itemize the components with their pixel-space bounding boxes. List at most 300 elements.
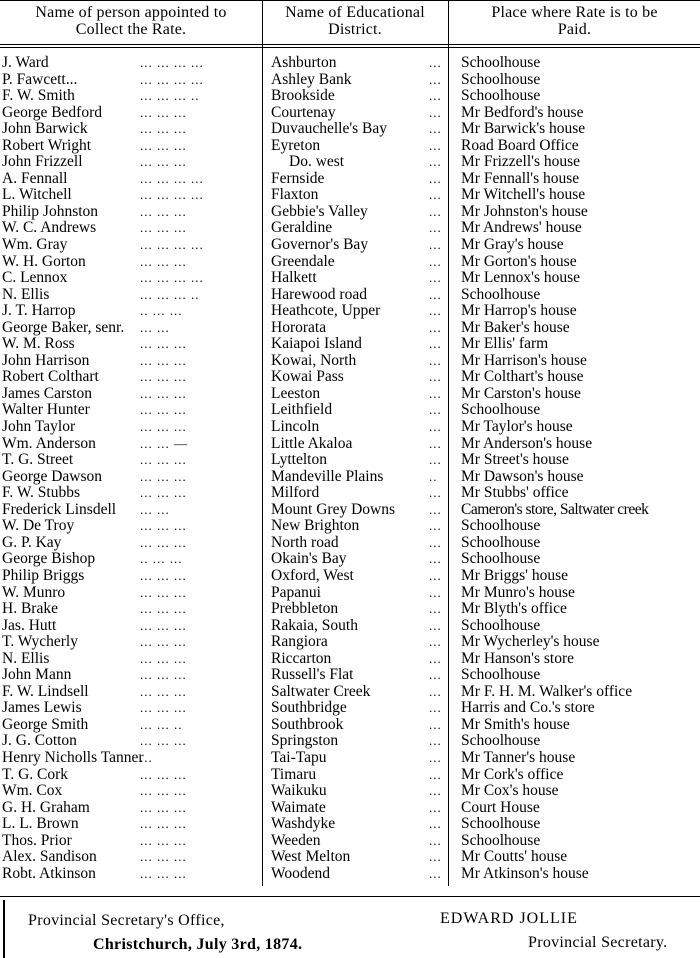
district-leader-dots: ... xyxy=(429,154,442,170)
district-name: Ashburton xyxy=(271,54,337,71)
person-name: George Baker, senr. xyxy=(2,318,125,336)
table-row-place xyxy=(461,220,700,237)
person-name: A. Fennall xyxy=(2,169,68,187)
table-row-person xyxy=(2,800,260,817)
district-leader-dots: ... xyxy=(429,303,442,319)
person-name: John Mann xyxy=(2,666,72,684)
district-name: Leithfield xyxy=(271,401,333,419)
column-district xyxy=(271,55,447,882)
table-row-person xyxy=(2,485,260,502)
table-row-district xyxy=(271,55,447,72)
district-name: Okain's Bay xyxy=(271,550,347,568)
place-name: Mr Barwick's house xyxy=(461,120,586,138)
person-leader-dots: ... ... ... xyxy=(140,203,187,219)
district-name: Weeden xyxy=(271,831,321,849)
table-row-person xyxy=(2,369,260,386)
district-name: Courtenay xyxy=(271,103,336,121)
place-name: Court House xyxy=(461,798,540,816)
place-name: Mr Harrison's house xyxy=(461,351,587,369)
person-leader-dots: ... ... ... xyxy=(140,137,187,153)
table-row-place xyxy=(461,469,700,486)
place-name: Schoolhouse xyxy=(461,815,541,833)
table-row-place xyxy=(461,72,700,89)
person-name: T. G. Street xyxy=(2,451,74,469)
table-row-person xyxy=(2,436,260,453)
district-leader-dots: ... xyxy=(429,452,442,468)
place-name: Mr Briggs' house xyxy=(461,566,568,584)
table-row-person xyxy=(2,402,260,419)
table-row-person xyxy=(2,816,260,833)
header-place-line2: Paid. xyxy=(557,21,592,38)
district-leader-dots: ... xyxy=(429,485,442,501)
table-row-district xyxy=(271,187,447,204)
district-name: Flaxton xyxy=(271,186,319,204)
table-row-person xyxy=(2,700,260,717)
district-name: Lincoln xyxy=(271,418,320,436)
table-row-district xyxy=(271,833,447,850)
district-name: West Melton xyxy=(271,848,351,866)
person-name: G. P. Kay xyxy=(2,533,62,551)
district-leader-dots: ... xyxy=(429,270,442,286)
district-name: Governor's Bay xyxy=(271,236,369,254)
person-name: H. Brake xyxy=(2,600,58,618)
table-row-place xyxy=(461,419,700,436)
district-leader-dots: ... xyxy=(429,170,442,186)
table-row-district xyxy=(271,270,447,287)
place-name: Mr Frizzell's house xyxy=(461,153,581,171)
district-name: Russell's Flat xyxy=(271,666,354,684)
person-name: L. Witchell xyxy=(2,186,72,204)
table-row-district xyxy=(271,320,447,337)
column-place xyxy=(461,55,700,882)
place-name: Mr Cork's office xyxy=(461,765,564,783)
district-name: Prebbleton xyxy=(271,600,339,618)
person-name: G. H. Graham xyxy=(2,798,90,816)
district-name: Tai-Tapu xyxy=(271,748,327,766)
table-row-district xyxy=(271,336,447,353)
table-row-district xyxy=(271,254,447,271)
person-leader-dots: ... ... ... xyxy=(140,617,187,633)
person-name: George Dawson xyxy=(2,467,103,485)
district-name: Milford xyxy=(271,484,320,502)
district-name: Mandeville Plains xyxy=(271,467,384,485)
person-name: W. H. Gorton xyxy=(2,252,86,270)
table-row-place xyxy=(461,767,700,784)
left-margin-rule xyxy=(3,900,5,958)
table-row-person xyxy=(2,138,260,155)
person-name: F. W. Stubbs xyxy=(2,484,81,502)
table-row-district xyxy=(271,220,447,237)
person-name: T. Wycherly xyxy=(2,633,78,651)
table-row-place xyxy=(461,800,700,817)
table-row-person xyxy=(2,220,260,237)
top-rule xyxy=(0,0,700,1)
person-name: Robt. Atkinson xyxy=(2,864,96,882)
district-leader-dots: ... xyxy=(429,352,442,368)
table-row-person xyxy=(2,750,260,767)
person-leader-dots: ... ... ... xyxy=(140,733,187,749)
district-name: Waimate xyxy=(271,798,326,816)
person-name: J. T. Harrop xyxy=(2,302,76,320)
place-name: Mr Colthart's house xyxy=(461,368,584,386)
place-name: Mr Coutts' house xyxy=(461,848,568,866)
place-name: Mr Hanson's store xyxy=(461,649,575,667)
person-name: W. De Troy xyxy=(2,517,75,535)
place-name: Mr Stubbs' office xyxy=(461,484,569,502)
table-row-person xyxy=(2,237,260,254)
district-leader-dots: ... xyxy=(429,601,442,617)
place-name: Schoolhouse xyxy=(461,533,541,551)
person-name: P. Fawcett... xyxy=(2,70,78,88)
person-leader-dots: ... ... ... xyxy=(140,832,187,848)
table-row-place xyxy=(461,634,700,651)
district-leader-dots: ... xyxy=(429,402,442,418)
place-name: Mr Smith's house xyxy=(461,715,570,733)
district-leader-dots: ... xyxy=(429,749,442,765)
table-row-place xyxy=(461,502,700,519)
person-name: L. L. Brown xyxy=(2,815,79,833)
district-leader-dots: ... xyxy=(429,650,442,666)
person-name: Philip Johnston xyxy=(2,202,99,220)
table-row-person xyxy=(2,849,260,866)
district-leader-dots: ... xyxy=(429,369,442,385)
person-name: Philip Briggs xyxy=(2,566,85,584)
table-row-person xyxy=(2,254,260,271)
person-leader-dots: ... ... ... xyxy=(140,485,187,501)
table-row-place xyxy=(461,518,700,535)
table-row-place xyxy=(461,88,700,105)
place-name: Mr Gorton's house xyxy=(461,252,577,270)
table-row-place xyxy=(461,849,700,866)
table-row-district xyxy=(271,485,447,502)
table-row-district xyxy=(271,800,447,817)
table-row-place xyxy=(461,187,700,204)
table-row-person xyxy=(2,469,260,486)
table-row-person xyxy=(2,684,260,701)
table-row-place xyxy=(461,684,700,701)
table-row-district xyxy=(271,700,447,717)
table-row-district xyxy=(271,618,447,635)
district-leader-dots: ... xyxy=(429,518,442,534)
place-name: Mr Munro's house xyxy=(461,583,575,601)
person-leader-dots: ... ... ... xyxy=(140,468,187,484)
table-row-place xyxy=(461,270,700,287)
place-name: Mr Carston's house xyxy=(461,384,581,402)
person-leader-dots: .. ... ... xyxy=(140,551,183,567)
table-row-person xyxy=(2,105,260,122)
table-row-person xyxy=(2,634,260,651)
table-row-district xyxy=(271,353,447,370)
district-name: Ashley Bank xyxy=(271,70,352,88)
table-row-person xyxy=(2,767,260,784)
table-row-person xyxy=(2,518,260,535)
district-name: Rangiora xyxy=(271,633,328,651)
table-row-place xyxy=(461,369,700,386)
district-name: Springston xyxy=(271,732,339,750)
person-name: W. M. Ross xyxy=(2,335,75,353)
district-leader-dots: ... xyxy=(429,319,442,335)
table-row-person xyxy=(2,535,260,552)
person-leader-dots: ... ... ... xyxy=(140,683,187,699)
person-name: James Lewis xyxy=(2,699,82,717)
table-row-district xyxy=(271,849,447,866)
footer-office: Provincial Secretary's Office, xyxy=(28,912,225,929)
table-row-place xyxy=(461,237,700,254)
person-name: T. G. Cork xyxy=(2,765,69,783)
table-row-person xyxy=(2,386,260,403)
table-row-place xyxy=(461,618,700,635)
place-name: Mr Tanner's house xyxy=(461,748,576,766)
person-name: John Taylor xyxy=(2,418,76,436)
person-leader-dots: ... ... ... xyxy=(140,253,187,269)
person-leader-dots: ... ... ... ... xyxy=(140,170,204,186)
person-name: George Smith xyxy=(2,715,89,733)
person-leader-dots: ... ... ... xyxy=(140,816,187,832)
table-row-district xyxy=(271,816,447,833)
table-row-person xyxy=(2,783,260,800)
person-leader-dots: ... ... ... ... xyxy=(140,237,204,253)
person-name: Thos. Prior xyxy=(2,831,72,849)
person-leader-dots: ... ... ... ... xyxy=(140,55,204,70)
person-leader-dots: ... ... ... .. xyxy=(140,286,200,302)
person-leader-dots: ... ... ... xyxy=(140,336,187,352)
person-name: Wm. Cox xyxy=(2,782,63,800)
person-leader-dots: ... ... ... xyxy=(140,700,187,716)
place-name: Mr Atkinson's house xyxy=(461,864,589,882)
table-row-district xyxy=(271,204,447,221)
district-leader-dots: ... xyxy=(429,187,442,203)
district-name: Saltwater Creek xyxy=(271,682,371,700)
place-name: Schoolhouse xyxy=(461,285,541,303)
place-name: Mr Gray's house xyxy=(461,236,564,254)
person-leader-dots: ... ... ... xyxy=(140,121,187,137)
district-name: North road xyxy=(271,533,339,551)
district-leader-dots: ... xyxy=(429,567,442,583)
place-name: Mr Bedford's house xyxy=(461,103,584,121)
table-row-person xyxy=(2,88,260,105)
district-name: Halkett xyxy=(271,269,317,287)
place-name: Schoolhouse xyxy=(461,54,541,71)
person-name: Wm. Gray xyxy=(2,236,68,254)
header-district-line2: District. xyxy=(328,21,382,38)
table-row-district xyxy=(271,402,447,419)
table-row-place xyxy=(461,436,700,453)
table-row-person xyxy=(2,452,260,469)
person-leader-dots: ... ... ... xyxy=(140,352,187,368)
district-leader-dots: .. xyxy=(429,468,438,484)
district-name: Greendale xyxy=(271,252,335,270)
table-row-place xyxy=(461,254,700,271)
district-leader-dots: ... xyxy=(429,683,442,699)
district-leader-dots: ... xyxy=(429,733,442,749)
table-row-place xyxy=(461,750,700,767)
place-name: Mr Ellis' farm xyxy=(461,335,549,353)
table-row-district xyxy=(271,568,447,585)
district-leader-dots: ... xyxy=(429,220,442,236)
person-leader-dots: ... ... ... xyxy=(140,419,187,435)
table-row-place xyxy=(461,171,700,188)
district-name: Brookside xyxy=(271,87,335,105)
district-name: New Brighton xyxy=(271,517,360,535)
table-row-person xyxy=(2,270,260,287)
table-row-district xyxy=(271,287,447,304)
district-leader-dots: ... xyxy=(429,71,442,87)
district-leader-dots: ... xyxy=(429,700,442,716)
person-leader-dots: ... ... ... xyxy=(140,667,187,683)
table-row-person xyxy=(2,336,260,353)
table-row-person xyxy=(2,651,260,668)
table-row-district xyxy=(271,733,447,750)
table-row-district xyxy=(271,717,447,734)
person-name: N. Ellis xyxy=(2,649,50,667)
person-name: James Carston xyxy=(2,384,92,402)
table-row-place xyxy=(461,121,700,138)
table-row-district xyxy=(271,303,447,320)
table-row-person xyxy=(2,419,260,436)
person-leader-dots: ... ... ... xyxy=(140,518,187,534)
person-leader-dots: ... ... ... xyxy=(140,154,187,170)
table-row-place xyxy=(461,303,700,320)
place-name: Road Board Office xyxy=(461,136,579,154)
person-name: Robert Colthart xyxy=(2,368,99,386)
table-row-district xyxy=(271,419,447,436)
table-row-district xyxy=(271,667,447,684)
table-row-district xyxy=(271,469,447,486)
table-row-place xyxy=(461,667,700,684)
person-leader-dots: ... ... ... xyxy=(140,650,187,666)
district-leader-dots: ... xyxy=(429,501,442,517)
place-name: Schoolhouse xyxy=(461,70,541,88)
header-person xyxy=(0,4,262,38)
person-name: Jas. Hutt xyxy=(2,616,57,634)
table-row-place xyxy=(461,717,700,734)
table-row-person xyxy=(2,303,260,320)
person-leader-dots: ... ... ... xyxy=(140,849,187,865)
district-leader-dots: ... xyxy=(429,253,442,269)
table-row-district xyxy=(271,866,447,883)
district-leader-dots: ... xyxy=(429,716,442,732)
table-row-place xyxy=(461,866,700,883)
district-leader-dots: ... xyxy=(429,88,442,104)
table-row-person xyxy=(2,618,260,635)
district-name: Timaru xyxy=(271,765,317,783)
person-leader-dots: ... ... ... xyxy=(140,220,187,236)
place-name: Mr Anderson's house xyxy=(461,434,593,452)
district-leader-dots: ... xyxy=(429,203,442,219)
table-row-place xyxy=(461,485,700,502)
header-bottom-rule xyxy=(0,44,700,45)
place-name: Schoolhouse xyxy=(461,87,541,105)
district-leader-dots: ... xyxy=(429,617,442,633)
place-name: Schoolhouse xyxy=(461,732,541,750)
table-row-person xyxy=(2,502,260,519)
header-person-line2: Collect the Rate. xyxy=(75,21,187,38)
person-leader-dots: ... ... xyxy=(140,501,170,517)
header-place-line1: Place where Rate is to be xyxy=(491,4,658,21)
table-row-district xyxy=(271,369,447,386)
table-row-person xyxy=(2,601,260,618)
table-row-district xyxy=(271,535,447,552)
table-row-place xyxy=(461,568,700,585)
district-name: Washdyke xyxy=(271,815,336,833)
district-name: Leeston xyxy=(271,384,321,402)
person-leader-dots: ... ... ... xyxy=(140,385,187,401)
district-name: Southbridge xyxy=(271,699,347,717)
district-leader-dots: ... xyxy=(429,849,442,865)
table-row-place xyxy=(461,700,700,717)
table-row-person xyxy=(2,287,260,304)
table-row-person xyxy=(2,585,260,602)
table-row-person xyxy=(2,717,260,734)
district-leader-dots: ... xyxy=(429,667,442,683)
district-name: Duvauchelle's Bay xyxy=(271,120,387,138)
table-row-person xyxy=(2,353,260,370)
table-row-place xyxy=(461,816,700,833)
district-leader-dots: ... xyxy=(429,551,442,567)
table-row-place xyxy=(461,833,700,850)
person-leader-dots: ... ... — xyxy=(140,435,188,451)
table-row-district xyxy=(271,651,447,668)
district-name: Southbrook xyxy=(271,715,344,733)
table-row-person xyxy=(2,320,260,337)
person-name: George Bishop xyxy=(2,550,96,568)
table-row-person xyxy=(2,551,260,568)
person-leader-dots: ... ... ... xyxy=(140,452,187,468)
person-leader-dots: ... ... ... xyxy=(140,584,187,600)
district-name: Heathcote, Upper xyxy=(271,302,381,320)
place-name: Schoolhouse xyxy=(461,550,541,568)
table-row-district xyxy=(271,237,447,254)
table-row-person xyxy=(2,733,260,750)
table-row-district xyxy=(271,121,447,138)
district-name: Lyttelton xyxy=(271,451,327,469)
place-name: Mr Harrop's house xyxy=(461,302,577,320)
district-name: Eyreton xyxy=(271,136,321,154)
table-row-district xyxy=(271,452,447,469)
district-leader-dots: ... xyxy=(429,584,442,600)
person-name: John Harrison xyxy=(2,351,90,369)
place-name: Mr Lennox's house xyxy=(461,269,581,287)
place-name: Cameron's store, Saltwater creek xyxy=(461,500,649,518)
person-leader-dots: ... ... xyxy=(140,319,170,335)
table-row-district xyxy=(271,750,447,767)
district-leader-dots: ... xyxy=(429,783,442,799)
person-leader-dots: ... ... ... xyxy=(140,799,187,815)
place-name: Mr Taylor's house xyxy=(461,418,573,436)
header-district-line1: Name of Educational xyxy=(285,4,425,21)
person-leader-dots: ... ... ... xyxy=(140,567,187,583)
person-leader-dots: ... ... ... xyxy=(140,534,187,550)
district-name: Harewood road xyxy=(271,285,367,303)
table-row-place xyxy=(461,138,700,155)
person-name: John Barwick xyxy=(2,120,88,138)
person-leader-dots: ... xyxy=(140,749,153,765)
district-leader-dots: ... xyxy=(429,832,442,848)
table-row-place xyxy=(461,320,700,337)
table-row-district xyxy=(271,436,447,453)
place-name: Mr Dawson's house xyxy=(461,467,584,485)
person-leader-dots: .. ... ... xyxy=(140,303,183,319)
table-row-person xyxy=(2,866,260,883)
table-row-place xyxy=(461,402,700,419)
district-name: Waikuku xyxy=(271,782,327,800)
person-name: J. G. Cotton xyxy=(2,732,77,750)
table-row-district xyxy=(271,518,447,535)
table-row-place xyxy=(461,55,700,72)
table-row-district xyxy=(271,154,447,171)
person-leader-dots: ... ... ... xyxy=(140,601,187,617)
table-row-person xyxy=(2,55,260,72)
